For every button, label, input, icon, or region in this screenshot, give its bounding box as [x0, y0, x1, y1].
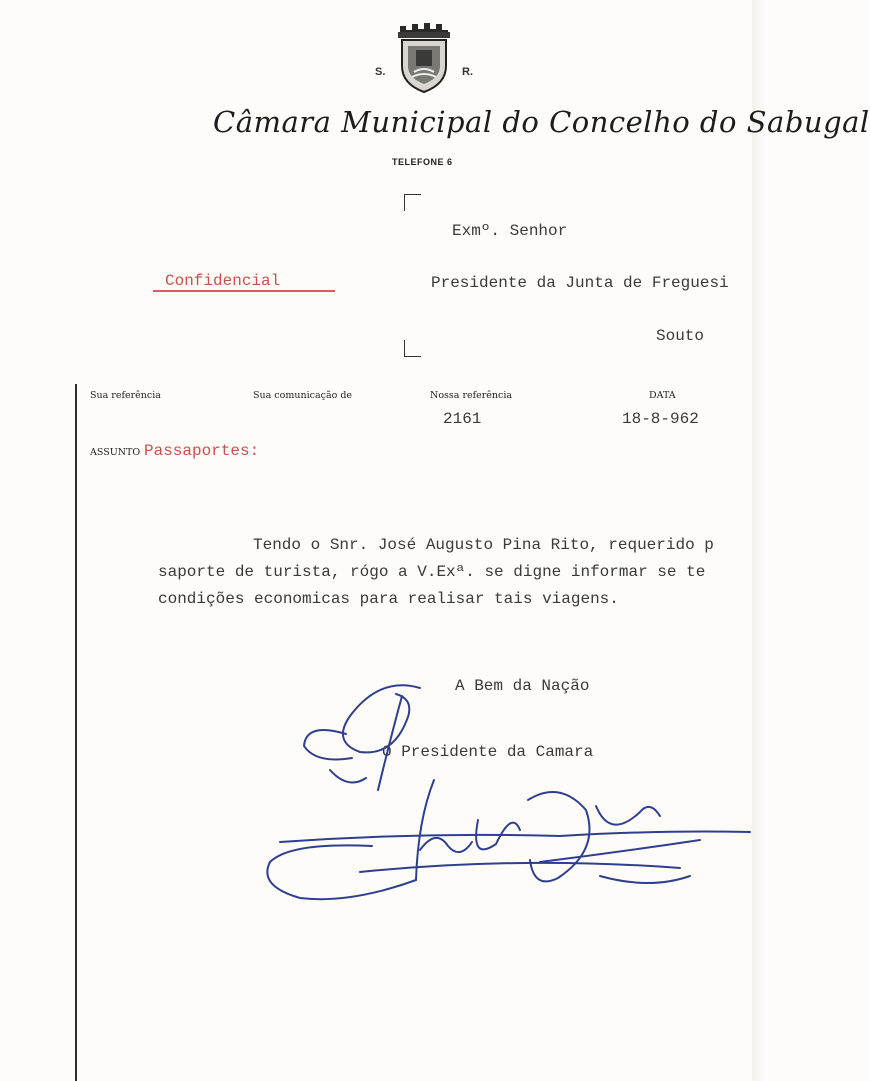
address-corner-top — [404, 194, 421, 211]
classification-stamp: Confidencial — [165, 272, 281, 290]
letterhead-phone: TELEFONE 6 — [392, 157, 453, 167]
closing-motto: A Bem da Nação — [455, 677, 590, 695]
left-margin-rule — [75, 384, 77, 1081]
address-corner-bottom — [404, 340, 421, 357]
signatory-title: O Presidente da Camara — [382, 743, 594, 761]
recipient: Presidente da Junta de Freguesi — [431, 274, 729, 292]
nossa-referencia-value: 2161 — [443, 410, 482, 428]
data-label: DATA — [649, 390, 676, 401]
salutation: Exmº. Senhor — [452, 222, 568, 240]
body-line-3: condições economicas para realisar tais viagens. — [158, 590, 619, 608]
sua-comunicacao-label: Sua comunicação de — [253, 390, 353, 401]
coat-of-arms-icon — [394, 22, 454, 94]
classification-underline — [153, 290, 335, 292]
subject-label: ASSUNTO — [90, 447, 141, 458]
sua-referencia-label: Sua referência — [90, 390, 161, 401]
letterhead-sr-right: R. — [462, 66, 473, 78]
body-line-1: Tendo o Snr. José Augusto Pina Rito, requerido p — [253, 536, 714, 554]
date-value: 18-8-962 — [622, 410, 699, 428]
letterhead-title: Câmara Municipal do Concelho do Sabugal — [213, 105, 870, 139]
recipient-place: Souto — [656, 327, 705, 345]
page-edge-shadow — [752, 0, 768, 1081]
letterhead-sr-left: S. — [375, 66, 386, 78]
body-line-2: saporte de turista, rógo a V.Exª. se digne informar se te — [158, 563, 706, 581]
subject-value: Passaportes: — [144, 442, 260, 460]
nossa-referencia-label: Nossa referência — [430, 390, 513, 401]
